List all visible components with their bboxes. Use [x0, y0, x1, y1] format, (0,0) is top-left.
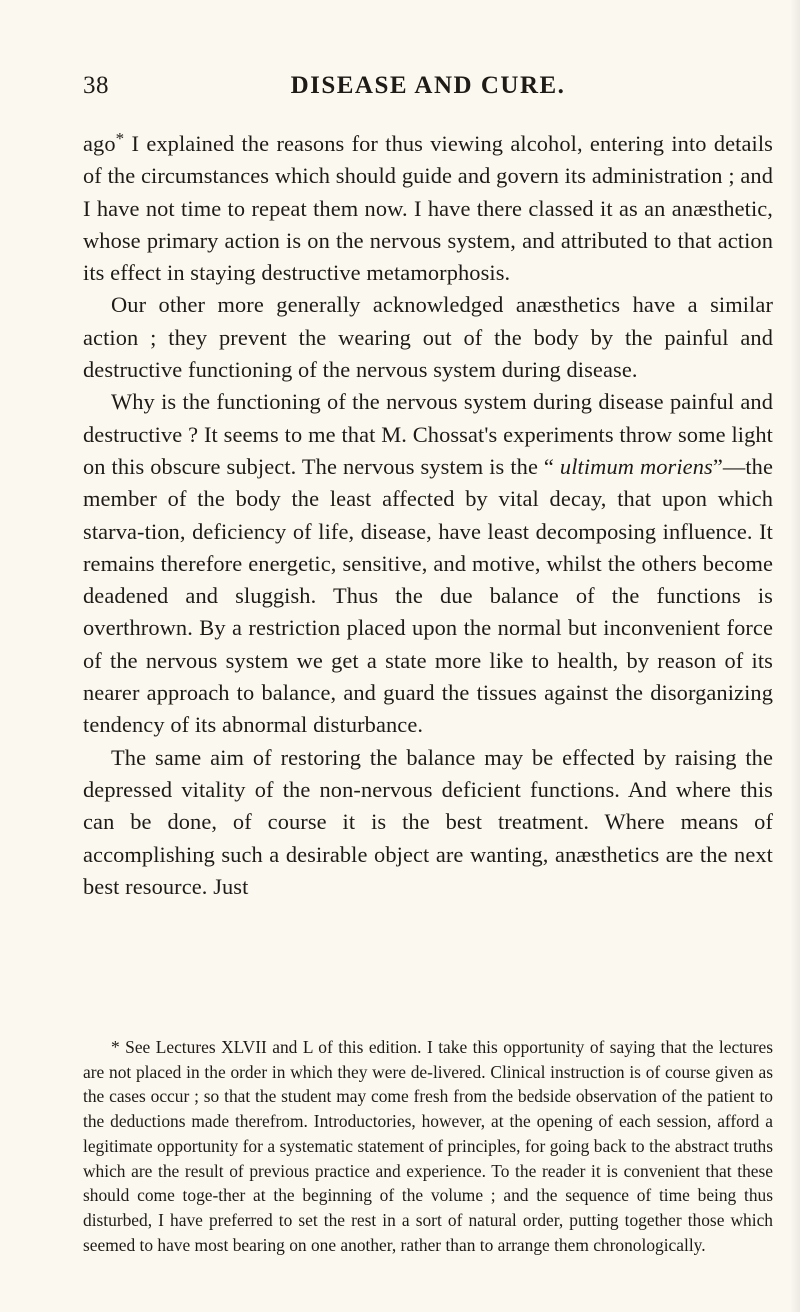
paragraph-1-lead: ago	[83, 131, 116, 156]
running-title: DISEASE AND CURE.	[290, 72, 566, 99]
latin-phrase: ultimum moriens	[559, 453, 713, 479]
page-edge-shadow	[790, 0, 800, 1312]
paragraph-1-text: I explained the reasons for thus viewing alcohol, entering into details of the circumstances which should guide and govern its administration ; and I have not time to repeat them now. I have there classed it as an anæsthetic, whose primary action is on the nervous system, and attributed to that action its effect in staying destructive metamorphosis.	[83, 131, 773, 286]
paragraph-4	[83, 742, 773, 903]
running-head	[83, 72, 773, 112]
page-number: 38	[83, 72, 109, 99]
footnote-marker: *	[111, 1037, 120, 1057]
paragraph-3	[83, 386, 773, 741]
paragraph-3-text: ”—the member of the body the least affected by vital decay, that upon which starva-tion, deficiency of life, disease, have least decomposing influence. It remains therefore energetic, sensitive, and motive, whilst the others become deadened and sluggish. Thus the due balance of the functions is overthrown. By a restriction placed upon the normal but inconvenient force of the nervous system we get a state more like to health, by reason of its nearer approach to balance, and guard the tissues against the disorganizing tendency of its abnormal disturbance.	[83, 453, 773, 738]
footnote-reference-marker: *	[115, 129, 125, 148]
footnote	[83, 1035, 773, 1257]
body-text	[83, 128, 773, 903]
paragraph-2	[83, 289, 773, 386]
footnote-text: See Lectures XLVII and L of this edition. I take this opportunity of saying that the lectures are not placed in the order in which they were de-livered. Clinical instruction is of course given as the cases occur ; so that the student may come fresh from the bedside observation of the patient to the deductions made therefrom. Introductories, however, at the opening of each session, afford a legitimate opportunity for a systematic statement of principles, for going back to the abstract truths which are the result of previous practice and experience. To the reader it is convenient that these should come toge-ther at the beginning of the volume ; and the sequence of time being thus disturbed, I have preferred to set the rest in a sort of natural order, putting together those which seemed to have most bearing on one another, rather than to arrange them chronologically.	[83, 1037, 773, 1255]
paragraph-2-text: Our other more generally acknowledged anæsthetics have a similar action ; they prevent the wearing out of the body by the painful and destructive functioning of the nervous system during disease.	[83, 292, 773, 383]
paragraph-4-text: The same aim of restoring the balance may be effected by raising the depressed vitality of the non-nervous deficient functions. And where this can be done, of course it is the best treatment. Where means of accomplishing such a desirable object are wanting, anæsthetics are the next best resource. Just	[83, 744, 773, 899]
paragraph-1	[83, 128, 773, 289]
paragraph-3-lead: Why is the functioning of the nervous system during disease painful and destructive ? It seems to me that M. Chossat's experiments throw some light on this obscure subject. The nervous system is the “	[83, 389, 773, 479]
